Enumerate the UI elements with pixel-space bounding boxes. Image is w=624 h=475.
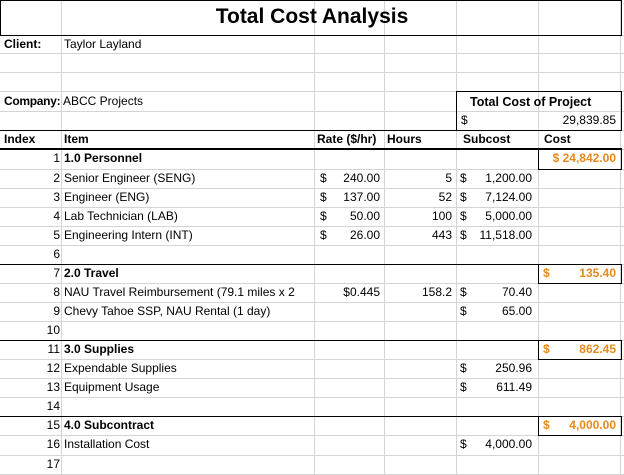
subcost-value[interactable]: 5,000.00 [485,209,532,223]
subcost-value[interactable]: 7,124.00 [485,190,532,204]
subcost-currency: $ [460,190,467,204]
rate-currency: $ [320,209,327,223]
row-index: 15 [46,418,60,432]
rate-value[interactable]: 240.00 [343,171,380,185]
subcost-currency: $ [460,228,467,242]
border-line [0,0,622,1]
subcost-currency: $ [460,380,467,394]
rate-value[interactable]: $0.445 [343,285,380,299]
row-item[interactable]: Expendable Supplies [64,361,177,375]
row-index: 12 [46,361,60,375]
rate-value[interactable]: 50.00 [349,209,380,223]
row-item[interactable]: Lab Technician (LAB) [64,209,178,223]
subcost-currency: $ [460,171,467,185]
total-cost-label: Total Cost of Project [470,95,592,109]
hours-value[interactable]: 52 [438,190,452,204]
row-index: 6 [53,247,60,261]
rate-currency: $ [320,190,327,204]
rate-value[interactable]: 137.00 [343,190,380,204]
row-index: 8 [53,285,60,299]
rate-currency: $ [320,228,327,242]
row-item[interactable]: NAU Travel Reimbursement (79.1 miles x 2 [64,285,295,299]
row-item[interactable]: 3.0 Supplies [64,342,135,356]
row-index: 2 [53,171,60,185]
cost-value[interactable]: 4,000.00 [569,418,616,432]
cost-currency: $ [543,418,550,432]
row-item[interactable]: Engineering Intern (INT) [64,228,193,242]
row-index: 5 [53,228,60,242]
row-index: 16 [46,437,60,451]
row-index: 9 [53,304,60,318]
subcost-currency: $ [460,209,467,223]
subcost-value[interactable]: 1,200.00 [485,171,532,185]
hours-value[interactable]: 100 [431,209,452,223]
header-index: Index [4,132,36,146]
subcost-currency: $ [460,285,467,299]
subcost-value[interactable]: 250.96 [495,361,532,375]
subcost-value[interactable]: 4,000.00 [485,437,532,451]
row-item[interactable]: Equipment Usage [64,380,160,394]
subcost-value[interactable]: 11,518.00 [479,228,532,242]
cost-value[interactable]: 135.40 [579,266,616,280]
subcost-currency: $ [460,437,467,451]
row-index: 4 [53,209,60,223]
subcost-value[interactable]: 65.00 [501,304,532,318]
row-item[interactable]: 1.0 Personnel [64,151,143,165]
cost-value[interactable]: 862.45 [579,342,616,356]
row-index: 11 [47,342,60,356]
row-index: 1 [53,151,60,165]
total-cost-currency: $ [461,113,468,127]
row-item[interactable]: Senior Engineer (SENG) [64,171,196,185]
hours-value[interactable]: 158.2 [421,285,452,299]
row-item[interactable]: 4.0 Subcontract [64,418,155,432]
header-cost: Cost [544,132,571,146]
company-label: Company: [4,94,61,108]
row-item[interactable]: 2.0 Travel [64,266,119,280]
subcost-currency: $ [460,361,467,375]
header-item: Item [64,132,89,146]
row-index: 17 [46,457,60,471]
header-hours: Hours [387,132,422,146]
header-rate: Rate ($/hr) [317,132,377,146]
row-item[interactable]: Installation Cost [64,437,150,451]
cost-value[interactable]: $ 24,842.00 [552,151,616,165]
header-subcost: Subcost [463,132,511,146]
row-index: 7 [53,266,60,280]
row-item[interactable]: Engineer (ENG) [64,190,150,204]
subcost-value[interactable]: 70.40 [501,285,532,299]
hours-value[interactable]: 5 [445,171,452,185]
total-cost-value[interactable]: 29,839.85 [562,113,616,127]
cost-currency: $ [543,342,550,356]
sheet-title: Total Cost Analysis [215,5,409,28]
subcost-value[interactable]: 611.49 [496,380,532,394]
row-index: 13 [46,380,60,394]
cost-currency: $ [543,266,550,280]
row-index: 14 [46,399,60,413]
client-value[interactable]: Taylor Layland [64,37,142,51]
row-index: 10 [46,323,60,337]
client-label: Client: [4,37,42,51]
company-value[interactable]: ABCC Projects [63,94,144,108]
row-item[interactable]: Chevy Tahoe SSP, NAU Rental (1 day) [64,304,271,318]
row-index: 3 [53,190,60,204]
subcost-currency: $ [460,304,467,318]
rate-currency: $ [320,171,327,185]
rate-value[interactable]: 26.00 [349,228,380,242]
hours-value[interactable]: 443 [431,228,452,242]
